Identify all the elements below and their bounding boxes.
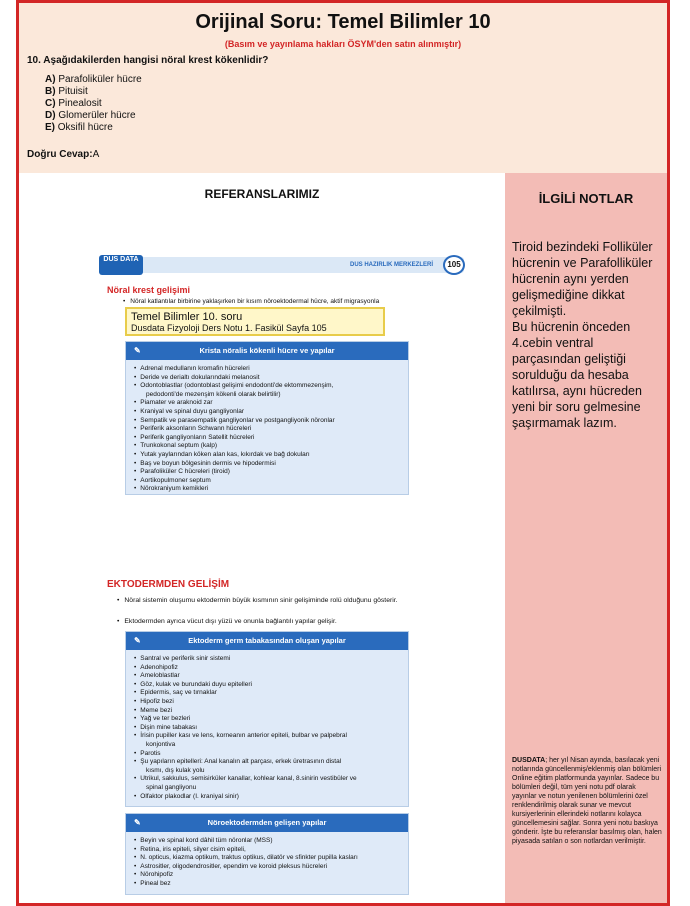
section-bullet: • Nöral sistemin oluşumu ektodermin büyük kısmının sinir gelişiminde rolü olduğunu gösterir. xyxy=(117,596,407,605)
option-d xyxy=(45,110,142,122)
list-item: • Trunkokonal septum (kalp) xyxy=(140,442,398,451)
option-letter: D) xyxy=(45,110,56,121)
pen-icon: ✎ xyxy=(134,346,141,355)
list-item: • Santral ve periferik sinir sistemi xyxy=(140,655,398,664)
box-title: Ektoderm germ tabakasından oluşan yapılar xyxy=(188,636,346,645)
list-item: konjontiva xyxy=(146,740,176,748)
list-item: • Periferik gangliyonların Satellit hücreleri xyxy=(140,434,398,443)
list-item: • Parafoliküler C hücreleri (tiroid) xyxy=(140,468,398,477)
list-item: • Hipofiz bezi xyxy=(140,698,398,707)
list-item: • Beyin ve spinal kord dâhil tüm nöronlar (MSS) xyxy=(140,837,398,846)
correct-answer xyxy=(27,149,99,160)
option-e xyxy=(45,122,142,134)
option-text: Glomerüler hücre xyxy=(58,110,136,121)
page-title: Orijinal Soru: Temel Bilimler 10 xyxy=(195,11,491,33)
option-c xyxy=(45,98,142,110)
section-title-ectoderm: EKTODERMDEN GELİŞİM xyxy=(107,579,230,590)
ectoderm-box xyxy=(125,631,409,807)
list-item: • Nörokraniyum kemikleri xyxy=(140,485,398,494)
page-number: 105 xyxy=(443,255,465,275)
section-bullet: • Nöral katlantılar birbirine yaklaşırken bir kısım nöroektodermal hücre, aktif migrasyonla xyxy=(123,298,379,305)
list-item: • Ameloblastlar xyxy=(140,672,398,681)
highlight-line-2: Dusdata Fizyoloji Ders Notu 1. Fasikül Sayfa 105 xyxy=(131,323,327,333)
list-item: • Periferik aksonların Schwann hücreleri xyxy=(140,425,398,434)
option-text: Oksifil hücre xyxy=(57,122,113,133)
neural-crest-box xyxy=(125,341,409,495)
list-item: • Göz, kulak ve burundaki duyu epitelleri xyxy=(140,681,398,690)
list-item: • Retina, iris epiteli, silyer cisim epiteli, xyxy=(140,846,398,855)
highlight-note xyxy=(125,307,385,336)
list-item: • Aortikopulmoner septum xyxy=(140,477,398,486)
option-b xyxy=(45,86,142,98)
highlight-line-1: Temel Bilimler 10. soru xyxy=(131,311,243,323)
list-item: • Astrositler, oligodendrositler, ependim ve koroid pleksus hücreleri xyxy=(140,863,398,872)
list-item: kısmı, dış kulak yolu xyxy=(146,766,205,774)
disclaimer-brand: DUSDATA xyxy=(512,757,546,764)
box-list xyxy=(126,360,408,498)
answer-value: A xyxy=(92,149,100,160)
box-list xyxy=(126,832,408,893)
options-list xyxy=(45,74,142,134)
list-item: • Parotis xyxy=(140,750,398,759)
notes-panel xyxy=(505,173,667,903)
box-list xyxy=(126,650,408,805)
list-item: pedodonti'de mezenşim kökenli olarak belirtilir) xyxy=(146,390,281,398)
list-item: • Yağ ve ter bezleri xyxy=(140,715,398,724)
list-item: • Şu yapıların epitelleri: Anal kanalın alt parçası, erkek üretrasının distal xyxy=(140,758,398,767)
list-item: • Dişin mine tabakası xyxy=(140,724,398,733)
list-item: • Nörohipofiz xyxy=(140,871,398,880)
disclaimer-text: ; her yıl Nisan ayında, basılacak yeni notlarında güncellenmiş/eklenmiş olan bölümleri Online eğitim platformunda yayınlar. Sadece bu bölümleri değil, tüm yeni notu pdf olarak yayınlar ve notun yenilenen bölümlerini özel renklendirilmiş olarak sunar ve mevcut kursiyerlerinin ellerindeki notlarını kolayca güncellemesini sağlar. Sonra yeni notu baskıya gönderir. İşte bu referanslar basılmış olan, halen piyasada satılan o son notlardan verilmiştir. xyxy=(512,757,662,845)
references-heading: REFERANSLARIMIZ xyxy=(204,187,320,201)
list-item: spinal gangliyonu xyxy=(146,783,197,791)
question-section xyxy=(19,3,667,173)
list-item: • N. opticus, kiazma optikum, traktus optikus, dilatör ve sfinkter pupilla kasları xyxy=(140,854,398,863)
notes-paragraph: Tiroid bezindeki Folliküler hücrenin ve Parafolliküler hücrenin aynı yerden gelişmediğine dikkat çekilmişti. xyxy=(512,240,653,318)
option-letter: C) xyxy=(45,98,56,109)
option-text: Pituisit xyxy=(58,86,88,97)
pen-icon: ✎ xyxy=(134,818,141,827)
question-text: 10. Aşağıdakilerden hangisi nöral krest kökenlidir? xyxy=(27,55,269,66)
section-title-neural-crest: Nöral krest gelişimi xyxy=(107,285,191,295)
list-item: • Olfaktor plakodlar (I. kraniyal sinir) xyxy=(140,793,398,802)
option-letter: B) xyxy=(45,86,56,97)
list-item: • Adenohipofiz xyxy=(140,664,398,673)
option-a xyxy=(45,74,142,86)
list-item: • Piamater ve araknoid zar xyxy=(140,399,398,408)
disclaimer xyxy=(512,756,662,846)
list-item: • Meme bezi xyxy=(140,707,398,716)
option-text: Pinealosit xyxy=(58,98,102,109)
pen-icon: ✎ xyxy=(134,636,141,645)
notes-heading: İLGİLİ NOTLAR xyxy=(538,191,634,206)
list-item: • Deride ve derialtı dokularındaki melanosit xyxy=(140,374,398,383)
option-text: Parafoliküler hücre xyxy=(58,74,142,85)
list-item: • Adrenal medullanın kromafin hücreleri xyxy=(140,365,398,374)
notes-body xyxy=(512,239,662,431)
list-item: • Yutak yaylarından köken alan kas, kıkırdak ve bağ dokuları xyxy=(140,451,398,460)
list-item: • Sempatik ve parasempatik gangliyonlar ve postgangliyonik nöronlar xyxy=(140,417,398,426)
copyright-subtitle: (Basım ve yayınlama hakları ÖSYM'den satın alınmıştır) xyxy=(224,39,462,49)
header-text: DUS HAZIRLIK MERKEZLERİ xyxy=(350,262,433,268)
notes-paragraph: Bu hücrenin önceden 4.cebin ventral parçasından geliştiği sorulduğu da hesaba katılırsa, aynı hücreden yeni bir soru gelmesine şaşırmamak lazım. xyxy=(512,320,642,430)
option-letter: A) xyxy=(45,74,56,85)
section-bullet: • Ektodermden ayrıca vücut dışı yüzü ve onunla bağlantılı yapılar gelişir. xyxy=(117,618,337,625)
list-item: • Utrikul, sakkulus, semisirküler kanallar, kohlear kanal, 8.sinirin vestibüler ve xyxy=(140,775,398,784)
list-item: • Baş ve boyun bölgesinin dermis ve hipodermisi xyxy=(140,460,398,469)
list-item: • İrisin pupiller kası ve lens, korneanın anterior epiteli, bulbar ve palpebral xyxy=(140,732,398,741)
box-header xyxy=(126,632,408,650)
box-header xyxy=(126,814,408,832)
references-panel xyxy=(19,173,505,903)
option-letter: E) xyxy=(45,122,55,133)
dusdata-logo: DUS DATA xyxy=(99,255,143,275)
list-item: • Kraniyal ve spinal duyu gangliyonlar xyxy=(140,408,398,417)
answer-label: Doğru Cevap: xyxy=(27,149,93,160)
list-item: • Odontoblastlar (odontoblast gelişimi endodonti'de ektommezenşim, xyxy=(140,382,398,391)
box-header xyxy=(126,342,408,360)
box-title: Nöroektodermden gelişen yapılar xyxy=(207,818,327,827)
neuroectoderm-box xyxy=(125,813,409,895)
page-frame xyxy=(16,0,670,906)
list-item: • Epidermis, saç ve tırnaklar xyxy=(140,689,398,698)
box-title: Krista nöralis kökenli hücre ve yapılar xyxy=(199,346,335,355)
list-item: • Pineal bez xyxy=(140,880,398,889)
